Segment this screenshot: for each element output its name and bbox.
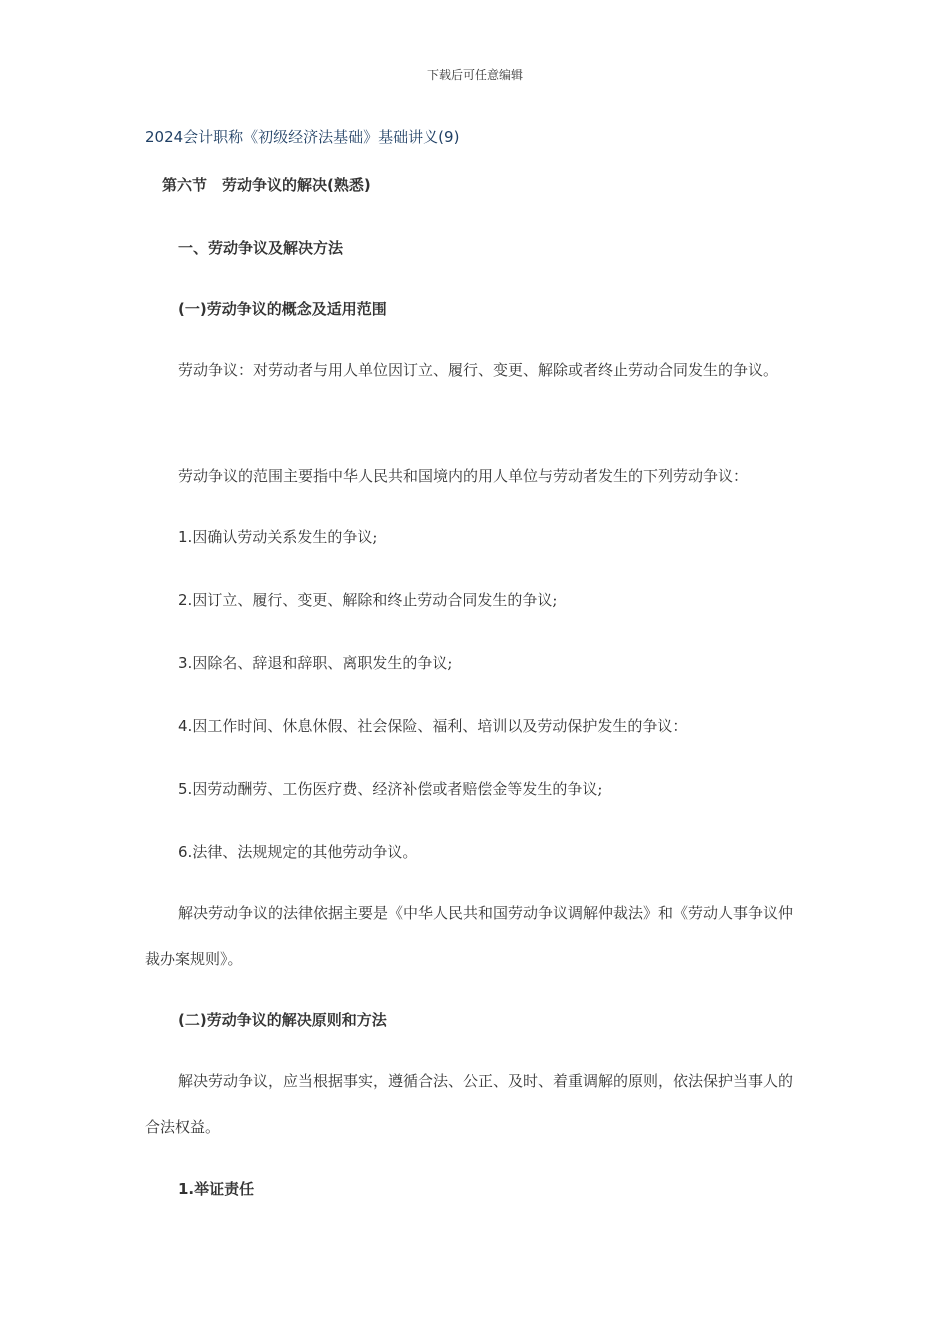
list-item-text: 因劳动酬劳、工伤医疗费、经济补偿或者赔偿金等发生的争议; (192, 780, 603, 798)
list-item-text: 因订立、履行、变更、解除和终止劳动合同发生的争议; (192, 591, 558, 609)
list-item-text: 法律、法规规定的其他劳动争议。 (192, 843, 418, 861)
list-item-text: 因工作时间、休息休假、社会保险、福利、培训以及劳动保护发生的争议： (192, 717, 688, 735)
list-item (178, 589, 557, 610)
list-item-number: 3. (178, 654, 193, 672)
list-item-number: 5. (178, 780, 193, 798)
document-title: 2024会计职称《初级经济法基础》基础讲义(9) (145, 128, 460, 146)
section-heading: 第六节 劳动争议的解决(熟悉) (162, 176, 371, 194)
list-item-text: 因除名、辞退和辞职、离职发生的争议; (192, 654, 453, 672)
list-item (178, 715, 687, 736)
list-item (178, 778, 602, 799)
list-item (178, 652, 452, 673)
paragraph-scope: 劳动争议的范围主要指中华人民共和国境内的用人单位与劳动者发生的下列劳动争议： (178, 467, 749, 485)
subheading-concept-scope: (一)劳动争议的概念及适用范围 (178, 300, 387, 318)
paragraph-legal-basis: 解决劳动争议的法律依据主要是《中华人民共和国劳动争议调解仲裁法》和《劳动人事争议仲裁办案规则》。 (145, 904, 794, 968)
paragraph-principle: 解决劳动争议，应当根据事实，遵循合法、公正、及时、着重调解的原则，依法保护当事人的合法权益。 (145, 1072, 794, 1136)
list-item-number: 4. (178, 717, 193, 735)
list-item-text: 因确认劳动关系发生的争议; (192, 528, 378, 546)
list-item (178, 526, 377, 547)
paragraph-definition: 劳动争议：对劳动者与用人单位因订立、履行、变更、解除或者终止劳动合同发生的争议。 (178, 361, 779, 379)
heading-dispute-and-methods: 一、劳动争议及解决方法 (178, 239, 344, 257)
list-item-number: 1. (178, 528, 193, 546)
list-item-number: 2. (178, 591, 193, 609)
list-item-number: 6. (178, 843, 193, 861)
subheading-principles-methods: (二)劳动争议的解决原则和方法 (178, 1011, 387, 1029)
list-item (178, 841, 417, 862)
subheading-burden-of-proof: 1.举证责任 (178, 1180, 255, 1198)
header-note: 下载后可任意编辑 (426, 68, 523, 82)
